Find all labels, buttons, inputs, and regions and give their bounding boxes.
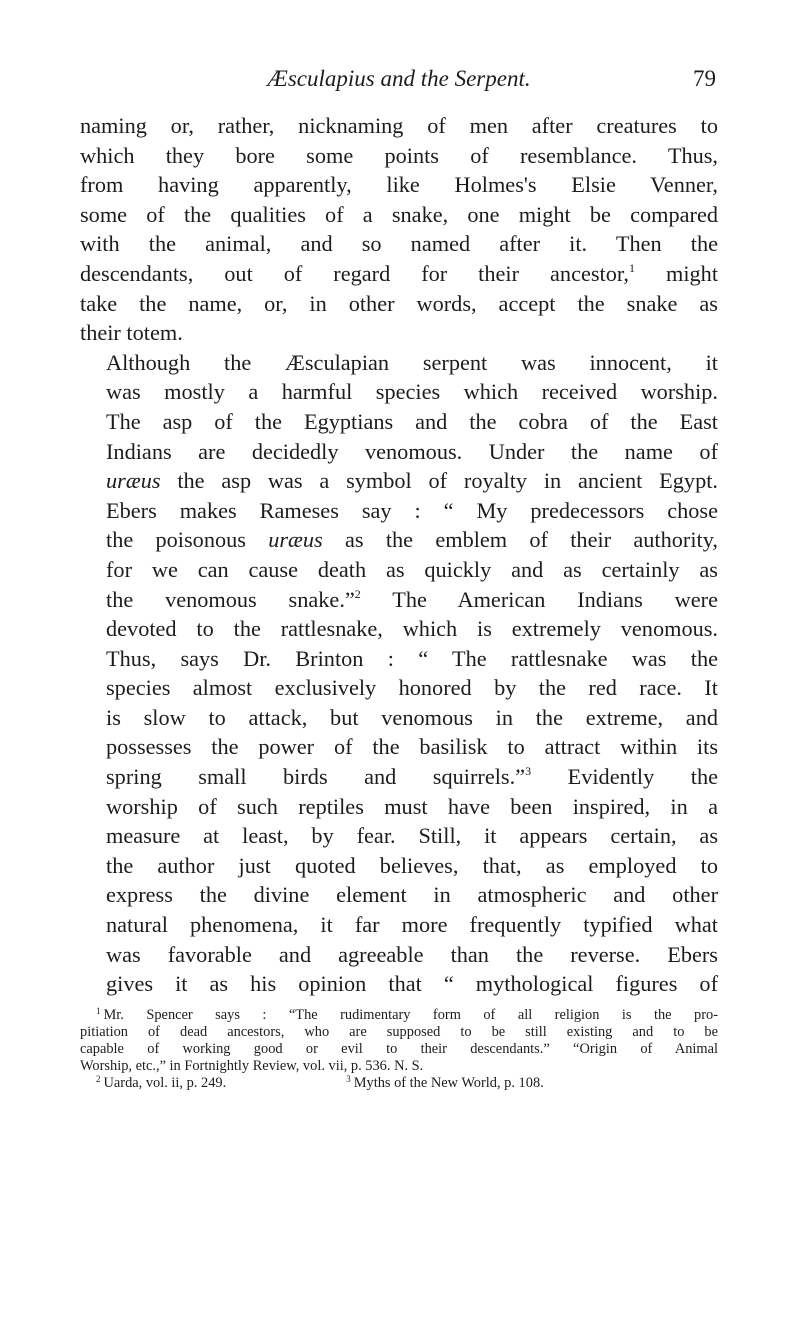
text-line: for we can cause death as quickly and as certainly as — [106, 556, 718, 582]
running-head — [80, 66, 718, 96]
text-line — [80, 259, 718, 289]
text-run: Evidently the — [567, 764, 719, 790]
text-line: Indians are decidedly venomous. Under the name of — [106, 438, 718, 464]
text-run: Uarda, vol. ii, p. 249. — [103, 1074, 227, 1091]
text-line: gives it as his opinion that “ mythological figures of — [106, 971, 718, 997]
text-line — [80, 466, 718, 496]
text-line: was mostly a harmful species which received worship. — [106, 379, 718, 405]
running-title: Æsculapius and the Serpent. — [267, 66, 531, 91]
text-line: Ebers makes Rameses say : “ My predecessors chose — [106, 497, 718, 523]
footnote-3-mark: 3 — [346, 1073, 351, 1084]
text-line: measure at least, by fear. Still, it appears certain, as — [106, 823, 718, 849]
footnote-ref-1[interactable]: 1 — [629, 260, 635, 275]
text-line — [80, 525, 718, 555]
footnotes — [80, 1007, 718, 1092]
paragraph-2 — [80, 348, 718, 999]
page-number: 79 — [693, 66, 716, 91]
text-line — [80, 585, 718, 615]
text-run: the venomous snake.” — [106, 586, 355, 612]
text-run: spring small birds and squirrels.” — [106, 764, 526, 790]
text-line: the author just quoted believes, that, as employed to — [106, 852, 718, 878]
footnote-row — [80, 1075, 718, 1092]
text-run: as the emblem of their authority, — [345, 527, 718, 553]
footnote-3 — [346, 1075, 544, 1092]
book-page — [80, 66, 718, 1092]
text-run: the poisonous — [106, 527, 246, 553]
text-line: Although the Æsculapian serpent was innocent, it — [106, 349, 718, 375]
footnote-1-line — [80, 1007, 718, 1024]
text-line: express the divine element in atmospheric and other — [106, 882, 718, 908]
text-line: possesses the power of the basilisk to attract within its — [106, 734, 718, 760]
italic-term: uræus — [106, 468, 161, 494]
text-line: natural phenomena, it far more frequently typified what — [106, 912, 718, 938]
text-line: some of the qualities of a snake, one might be compared — [80, 201, 718, 227]
text-run: Myths of the New World, p. 108. — [353, 1074, 544, 1091]
text-line: their totem. — [80, 320, 183, 346]
text-run: might — [665, 260, 719, 286]
text-line: was favorable and agreeable than the reverse. Ebers — [106, 941, 718, 967]
text-line: naming or, rather, nicknaming of men after creatures to — [80, 113, 718, 138]
text-line: worship of such reptiles must have been inspired, in a — [106, 793, 718, 819]
text-line: is slow to attack, but venomous in the extreme, and — [106, 704, 718, 730]
text-line — [80, 762, 718, 792]
footnote-2 — [80, 1075, 226, 1092]
text-line: take the name, or, in other words, accept the snake as — [80, 290, 718, 316]
text-line: from having apparently, like Holmes's Elsie Venner, — [80, 172, 718, 198]
text-run: Mr. Spencer says : “The rudimentary form of all religion is the pro- — [103, 1006, 718, 1023]
text-line: species almost exclusively honored by the red race. It — [106, 675, 718, 701]
footnote-2-mark: 2 — [96, 1073, 101, 1084]
text-line: which they bore some points of resemblance. Thus, — [80, 142, 718, 168]
footnote-1-line: pitiation of dead ancestors, who are supposed to be still existing and to be — [80, 1023, 718, 1040]
body-text — [80, 111, 718, 999]
text-line: The asp of the Egyptians and the cobra of the East — [106, 408, 718, 434]
text-run: The American Indians were — [392, 586, 718, 612]
footnote-ref-3[interactable]: 3 — [525, 764, 532, 779]
text-run: the asp was a symbol of royalty in ancient Egypt. — [177, 468, 718, 494]
italic-term: uræus — [268, 527, 323, 553]
text-line: devoted to the rattlesnake, which is extremely venomous. — [106, 616, 718, 642]
text-run: descendants, out of regard for their ancestor, — [80, 260, 629, 286]
text-line: with the animal, and so named after it. Then the — [80, 231, 718, 257]
footnote-ref-2[interactable]: 2 — [354, 586, 361, 601]
footnote-1-mark: 1 — [96, 1005, 101, 1016]
footnote-1-line: capable of working good or evil to their descendants.” “Origin of Animal — [80, 1040, 718, 1057]
paragraph-1 — [80, 111, 718, 348]
footnote-1-line: Worship, etc.,” in Fortnightly Review, vol. vii, p. 536. N. S. — [80, 1057, 424, 1074]
text-line: Thus, says Dr. Brinton : “ The rattlesnake was the — [106, 645, 718, 671]
